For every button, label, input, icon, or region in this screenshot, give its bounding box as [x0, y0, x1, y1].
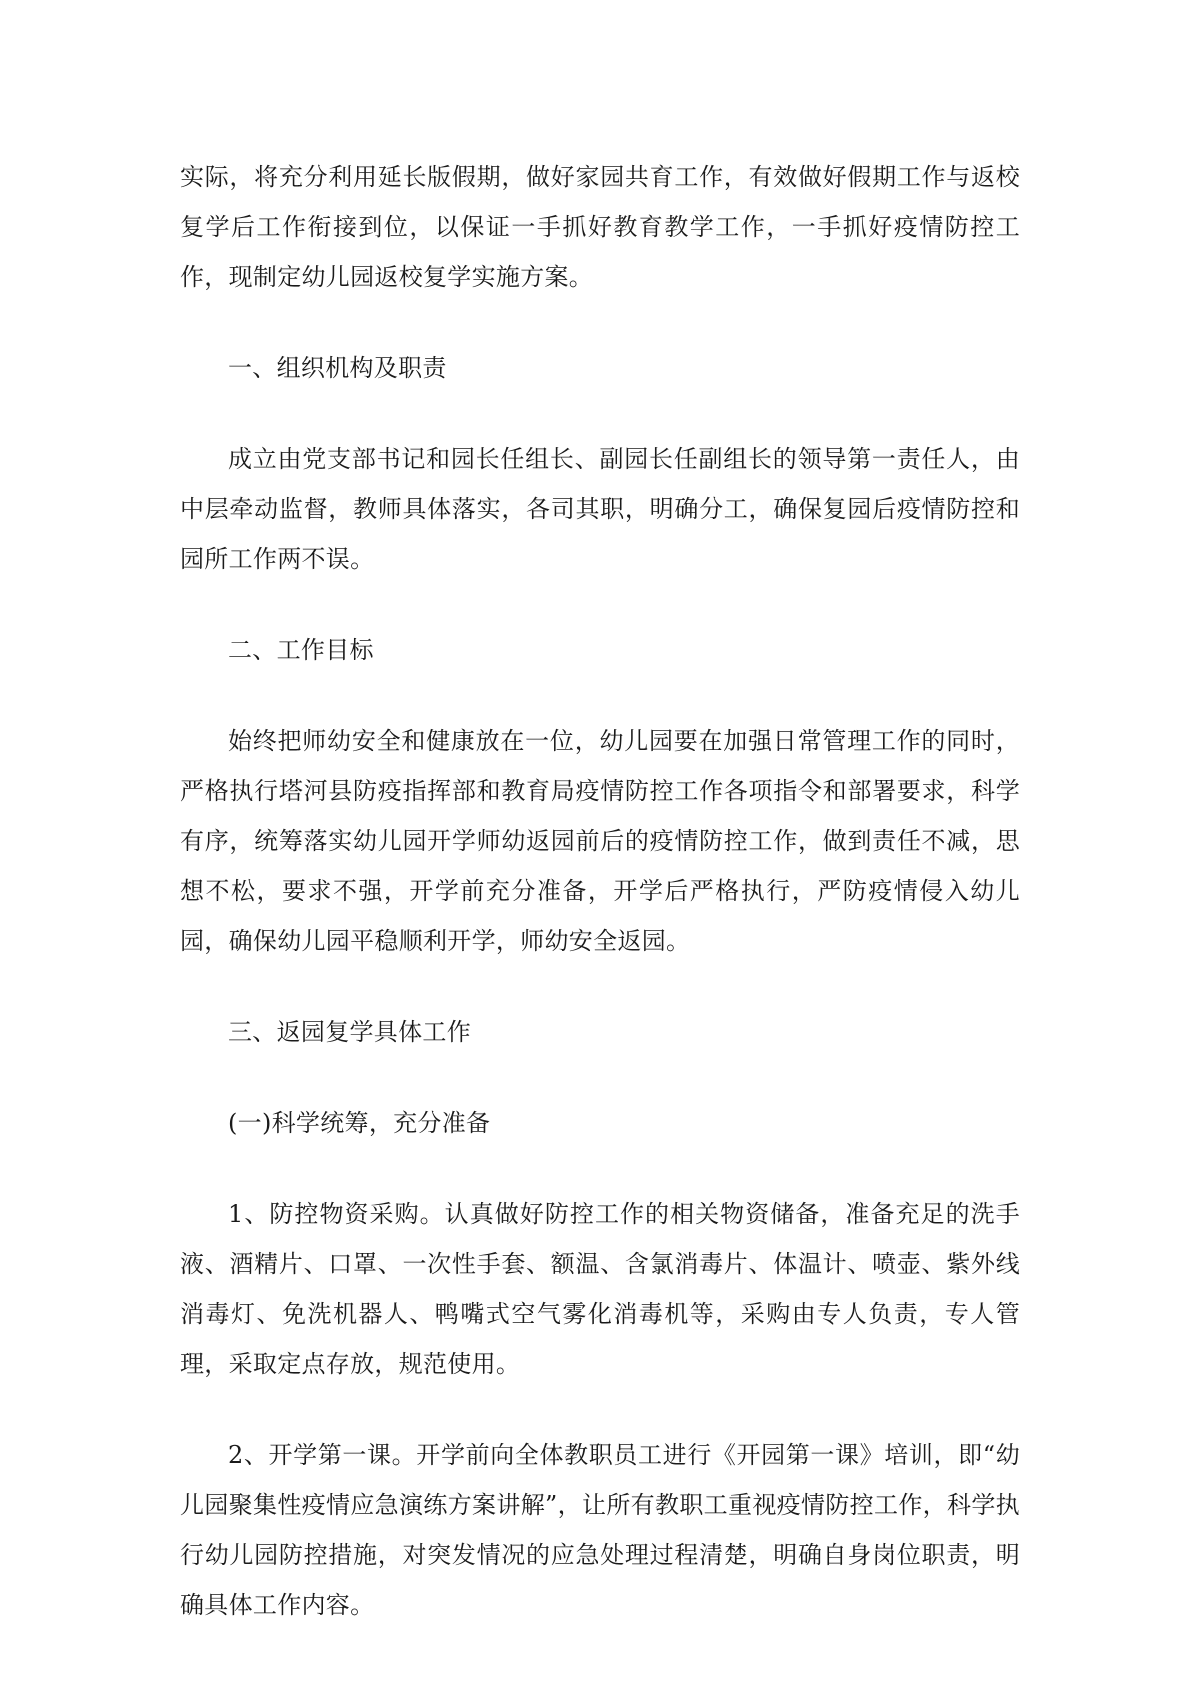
document-body — [180, 152, 1020, 1630]
paragraph-supplies: 1、防控物资采购。认真做好防控工作的相关物资储备，准备充足的洗手液、酒精片、口罩、一次性手套、额温、含氯消毒片、体温计、喷壶、紫外线消毒灯、免洗机器人、鸭嘴式空气雾化消毒机等，采购由专人负责，专人管理，采取定点存放，规范使用。 — [180, 1200, 1020, 1378]
section-heading-organization: 一、组织机构及职责 — [228, 354, 447, 382]
paragraph-first-lesson: 2、开学第一课。开学前向全体教职员工进行《开园第一课》培训，即“幼儿园聚集性疫情应急演练方案讲解”，让所有教职工重视疫情防控工作，科学执行幼儿园防控措施，对突发情况的应急处理过程清楚，明确自身岗位职责，明确具体工作内容。 — [180, 1441, 1020, 1619]
paragraph-organization: 成立由党支部书记和园长任组长、副园长任副组长的领导第一责任人，由中层牵动监督，教师具体落实，各司其职，明确分工，确保复园后疫情防控和园所工作两不误。 — [180, 445, 1020, 573]
section-heading-goals: 二、工作目标 — [228, 636, 374, 664]
paragraph-goals: 始终把师幼安全和健康放在一位，幼儿园要在加强日常管理工作的同时，严格执行塔河县防疫指挥部和教育局疫情防控工作各项指令和部署要求，科学有序，统筹落实幼儿园开学师幼返园前后的疫情防控工作，做到责任不减，思想不松，要求不强，开学前充分准备，开学后严格执行，严防疫情侵入幼儿园，确保幼儿园平稳顺利开学，师幼安全返园。 — [180, 727, 1020, 955]
section-heading-return-work: 三、返园复学具体工作 — [228, 1018, 471, 1046]
paragraph-continuation: 实际，将充分利用延长版假期，做好家园共育工作，有效做好假期工作与返校复学后工作衔接到位，以保证一手抓好教育教学工作，一手抓好疫情防控工作，现制定幼儿园返校复学实施方案。 — [180, 163, 1020, 291]
subsection-heading-preparation: (一)科学统筹，充分准备 — [228, 1109, 491, 1137]
